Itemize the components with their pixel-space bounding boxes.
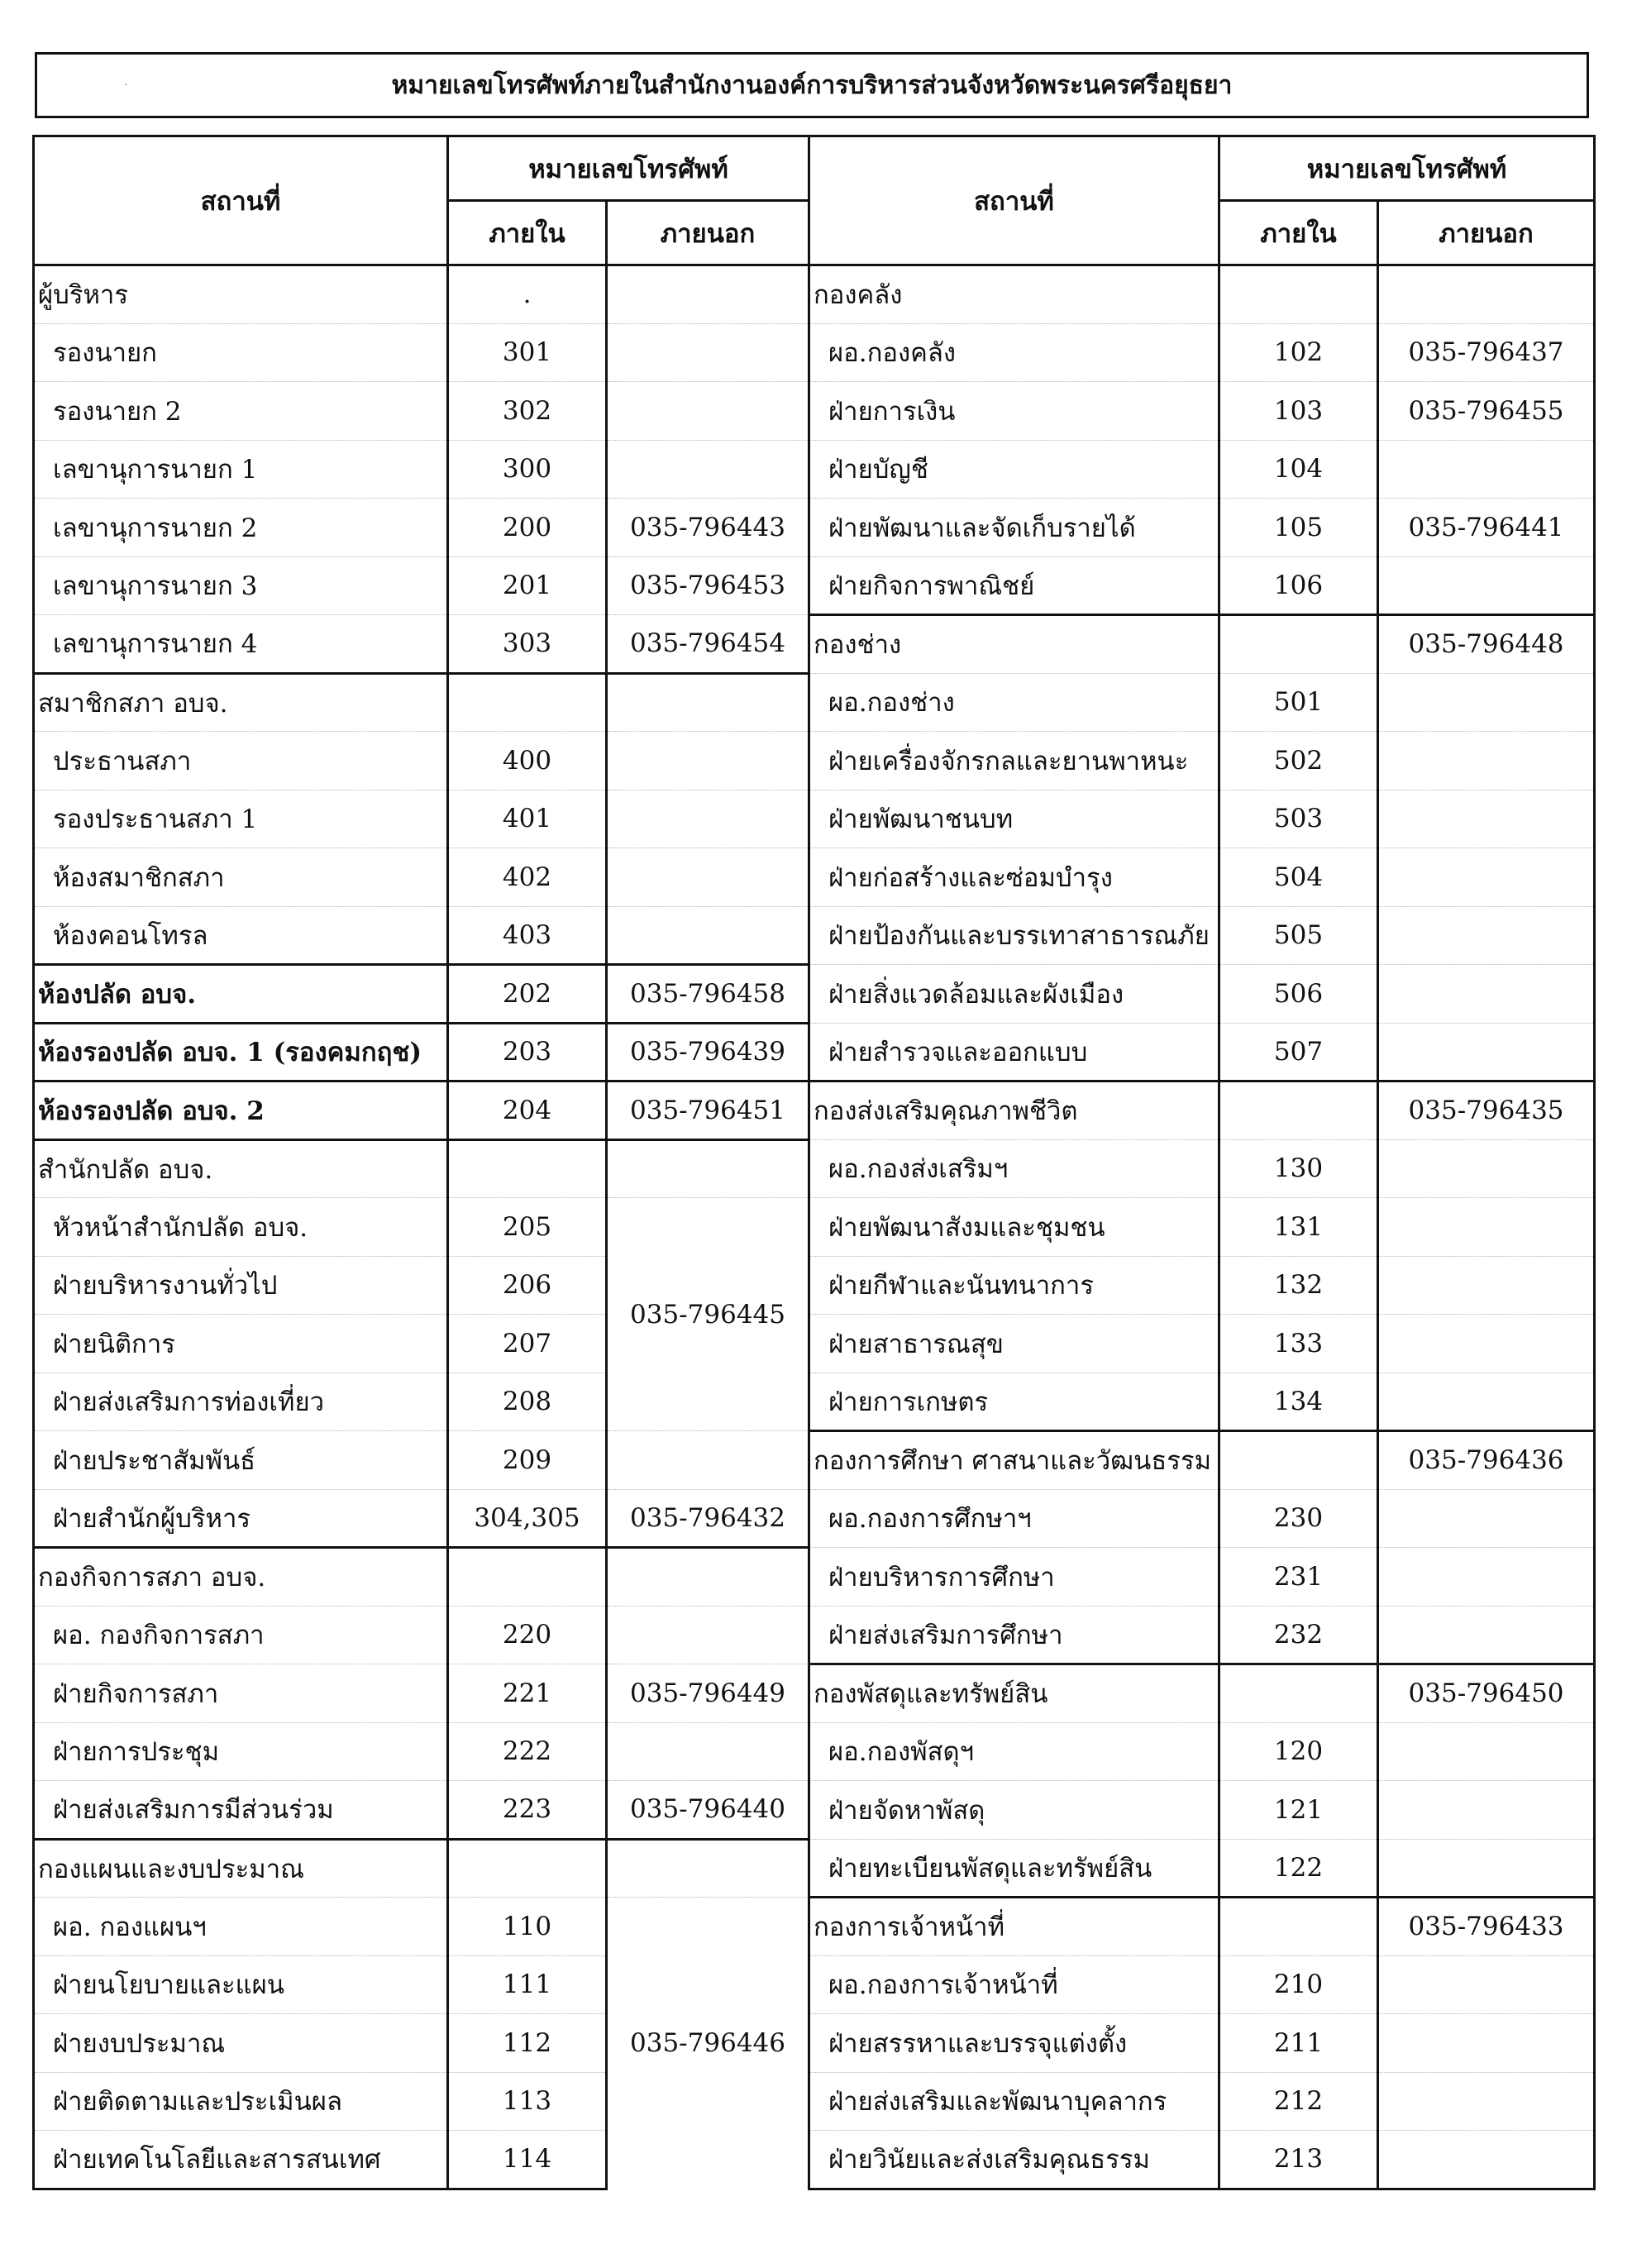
table-row xyxy=(34,1139,1595,1198)
right-internal xyxy=(1219,1664,1378,1723)
table-row xyxy=(34,615,1595,674)
left-internal xyxy=(448,1548,607,1607)
table-row xyxy=(34,1839,1595,1898)
table-row xyxy=(34,906,1595,965)
right-place: ฝ่ายบัญชี xyxy=(809,440,1219,499)
left-place: ห้องสมาชิกสภา xyxy=(34,848,448,907)
left-external: 035-796432 xyxy=(607,1489,809,1548)
left-place: ประธานสภา xyxy=(34,732,448,790)
left-internal: 208 xyxy=(448,1373,607,1431)
right-place: ฝ่ายก่อสร้างและซ่อมบำรุง xyxy=(809,848,1219,907)
left-external xyxy=(607,673,809,732)
right-external: 035-796441 xyxy=(1378,499,1595,557)
right-internal: 212 xyxy=(1219,2072,1378,2131)
table-row xyxy=(34,1722,1595,1781)
right-place: ฝ่ายบริหารการศึกษา xyxy=(809,1548,1219,1607)
header-place-left: สถานที่ xyxy=(34,136,448,265)
left-place: ห้องรองปลัด อบจ. 1 (รองคมกฤช) xyxy=(34,1023,448,1081)
left-place: รองนายก 2 xyxy=(34,382,448,441)
table-row xyxy=(34,440,1595,499)
right-external xyxy=(1378,1489,1595,1548)
right-external xyxy=(1378,965,1595,1024)
right-internal: 501 xyxy=(1219,673,1378,732)
right-place: กองช่าง xyxy=(809,615,1219,674)
right-external: 035-796450 xyxy=(1378,1664,1595,1723)
phone-directory-table xyxy=(32,135,1596,2190)
left-internal: 202 xyxy=(448,965,607,1024)
right-external: 035-796448 xyxy=(1378,615,1595,674)
right-external xyxy=(1378,1023,1595,1081)
right-external xyxy=(1378,1315,1595,1373)
left-external xyxy=(607,323,809,382)
right-internal: 133 xyxy=(1219,1315,1378,1373)
right-place: ฝ่ายจัดหาพัสดุ xyxy=(809,1781,1219,1840)
left-external-merged: 035-796445 xyxy=(607,1198,809,1431)
table-row xyxy=(34,1489,1595,1548)
right-external xyxy=(1378,265,1595,324)
right-place: กองพัสดุและทรัพย์สิน xyxy=(809,1664,1219,1723)
right-external xyxy=(1378,848,1595,907)
right-external xyxy=(1378,1139,1595,1198)
header-place-right: สถานที่ xyxy=(809,136,1219,265)
left-internal: 203 xyxy=(448,1023,607,1081)
table-row xyxy=(34,732,1595,790)
right-internal: 120 xyxy=(1219,1722,1378,1781)
left-place: กองกิจการสภา อบจ. xyxy=(34,1548,448,1607)
left-external xyxy=(607,1722,809,1781)
right-external xyxy=(1378,1781,1595,1840)
right-internal: 211 xyxy=(1219,2014,1378,2073)
right-internal: 230 xyxy=(1219,1489,1378,1548)
right-internal: 104 xyxy=(1219,440,1378,499)
table-row xyxy=(34,2014,1595,2073)
right-external xyxy=(1378,1839,1595,1898)
left-place: สำนักปลัด อบจ. xyxy=(34,1139,448,1198)
right-external xyxy=(1378,440,1595,499)
table-row xyxy=(34,1315,1595,1373)
left-external xyxy=(607,1548,809,1607)
right-place: กองส่งเสริมคุณภาพชีวิต xyxy=(809,1081,1219,1140)
left-place: รองประธานสภา 1 xyxy=(34,790,448,848)
right-internal: 131 xyxy=(1219,1198,1378,1257)
left-internal xyxy=(448,1139,607,1198)
scan-speck: · xyxy=(124,79,128,92)
left-external xyxy=(607,1139,809,1198)
right-external xyxy=(1378,1373,1595,1431)
right-internal: 213 xyxy=(1219,2131,1378,2189)
right-internal: 132 xyxy=(1219,1256,1378,1315)
right-internal: 130 xyxy=(1219,1139,1378,1198)
left-place: ฝ่ายกิจการสภา xyxy=(34,1664,448,1723)
right-internal: 210 xyxy=(1219,1955,1378,2014)
right-external xyxy=(1378,2014,1595,2073)
left-place: ฝ่ายงบประมาณ xyxy=(34,2014,448,2073)
table-row xyxy=(34,1548,1595,1607)
right-internal: 103 xyxy=(1219,382,1378,441)
left-external xyxy=(607,1431,809,1490)
left-place: ผอ. กองกิจการสภา xyxy=(34,1606,448,1664)
left-place: ห้องปลัด อบจ. xyxy=(34,965,448,1024)
left-external xyxy=(607,440,809,499)
left-external xyxy=(607,382,809,441)
left-internal: 400 xyxy=(448,732,607,790)
left-place: ฝ่ายติดตามและประเมินผล xyxy=(34,2072,448,2131)
right-external xyxy=(1378,1198,1595,1257)
left-place: ผู้บริหาร xyxy=(34,265,448,324)
table-row xyxy=(34,1256,1595,1315)
left-external xyxy=(607,265,809,324)
right-internal xyxy=(1219,1898,1378,1956)
left-external: 035-796449 xyxy=(607,1664,809,1723)
left-internal: . xyxy=(448,265,607,324)
header-internal-left: ภายใน xyxy=(448,201,607,265)
table-row xyxy=(34,265,1595,324)
right-place: ผอ.กองช่าง xyxy=(809,673,1219,732)
right-place: ฝ่ายส่งเสริมและพัฒนาบุคลากร xyxy=(809,2072,1219,2131)
right-internal: 102 xyxy=(1219,323,1378,382)
left-internal: 200 xyxy=(448,499,607,557)
right-external xyxy=(1378,790,1595,848)
left-internal: 302 xyxy=(448,382,607,441)
right-internal: 507 xyxy=(1219,1023,1378,1081)
right-internal: 106 xyxy=(1219,556,1378,615)
left-place: หัวหน้าสำนักปลัด อบจ. xyxy=(34,1198,448,1257)
right-place: ฝ่ายพัฒนาชนบท xyxy=(809,790,1219,848)
right-internal: 504 xyxy=(1219,848,1378,907)
right-internal: 503 xyxy=(1219,790,1378,848)
left-internal: 402 xyxy=(448,848,607,907)
left-external: 035-796443 xyxy=(607,499,809,557)
left-internal: 114 xyxy=(448,2131,607,2189)
left-internal xyxy=(448,1839,607,1898)
left-internal: 401 xyxy=(448,790,607,848)
left-place: ฝ่ายส่งเสริมการท่องเที่ยว xyxy=(34,1373,448,1431)
right-internal: 232 xyxy=(1219,1606,1378,1664)
right-external xyxy=(1378,1722,1595,1781)
table-row xyxy=(34,1431,1595,1490)
left-place: ฝ่ายส่งเสริมการมีส่วนร่วม xyxy=(34,1781,448,1840)
left-internal: 112 xyxy=(448,2014,607,2073)
left-internal: 222 xyxy=(448,1722,607,1781)
left-place: ห้องรองปลัด อบจ. 2 xyxy=(34,1081,448,1140)
left-external xyxy=(607,906,809,965)
right-place: ฝ่ายสรรหาและบรรจุแต่งตั้ง xyxy=(809,2014,1219,2073)
header-internal-right: ภายใน xyxy=(1219,201,1378,265)
right-external: 035-796437 xyxy=(1378,323,1595,382)
table-row xyxy=(34,673,1595,732)
table-row xyxy=(34,1081,1595,1140)
table-row xyxy=(34,499,1595,557)
right-external xyxy=(1378,1256,1595,1315)
left-place: ฝ่ายนโยบายและแผน xyxy=(34,1955,448,2014)
right-external xyxy=(1378,1548,1595,1607)
right-place: ผอ.กองส่งเสริมฯ xyxy=(809,1139,1219,1198)
left-internal: 110 xyxy=(448,1898,607,1956)
left-internal: 303 xyxy=(448,615,607,674)
left-place: เลขานุการนายก 1 xyxy=(34,440,448,499)
left-internal: 220 xyxy=(448,1606,607,1664)
table-row xyxy=(34,1023,1595,1081)
left-external xyxy=(607,790,809,848)
right-place: ฝ่ายป้องกันและบรรเทาสาธารณภัย xyxy=(809,906,1219,965)
left-internal: 205 xyxy=(448,1198,607,1257)
right-internal: 105 xyxy=(1219,499,1378,557)
right-place: กองการศึกษา ศาสนาและวัฒนธรรม xyxy=(809,1431,1219,1490)
left-internal xyxy=(448,673,607,732)
header-phone-left: หมายเลขโทรศัพท์ xyxy=(448,136,809,201)
right-place: ฝ่ายกีฬาและนันทนาการ xyxy=(809,1256,1219,1315)
left-place: ผอ. กองแผนฯ xyxy=(34,1898,448,1956)
right-place: ฝ่ายกิจการพาณิชย์ xyxy=(809,556,1219,615)
right-place: ฝ่ายพัฒนาและจัดเก็บรายได้ xyxy=(809,499,1219,557)
left-place: ฝ่ายประชาสัมพันธ์ xyxy=(34,1431,448,1490)
table-row xyxy=(34,1781,1595,1840)
table-row xyxy=(34,2131,1595,2189)
left-external-merged: 035-796446 xyxy=(607,1898,809,2189)
right-place: กองการเจ้าหน้าที่ xyxy=(809,1898,1219,1956)
left-external: 035-796451 xyxy=(607,1081,809,1140)
right-external: 035-796435 xyxy=(1378,1081,1595,1140)
table-row xyxy=(34,790,1595,848)
right-external xyxy=(1378,673,1595,732)
left-external: 035-796454 xyxy=(607,615,809,674)
right-external xyxy=(1378,556,1595,615)
right-place: ฝ่ายสาธารณสุข xyxy=(809,1315,1219,1373)
right-internal: 121 xyxy=(1219,1781,1378,1840)
right-place: ฝ่ายสิ่งแวดล้อมและผังเมือง xyxy=(809,965,1219,1024)
left-place: เลขานุการนายก 4 xyxy=(34,615,448,674)
left-internal: 111 xyxy=(448,1955,607,2014)
left-external xyxy=(607,1606,809,1664)
right-place: กองคลัง xyxy=(809,265,1219,324)
header-external-left: ภายนอก xyxy=(607,201,809,265)
header-phone-right: หมายเลขโทรศัพท์ xyxy=(1219,136,1595,201)
left-internal: 221 xyxy=(448,1664,607,1723)
right-place: ผอ.กองพัสดุฯ xyxy=(809,1722,1219,1781)
left-external: 035-796453 xyxy=(607,556,809,615)
right-place: ฝ่ายเครื่องจักรกลและยานพาหนะ xyxy=(809,732,1219,790)
table-row xyxy=(34,848,1595,907)
left-place: เลขานุการนายก 2 xyxy=(34,499,448,557)
right-external xyxy=(1378,2072,1595,2131)
left-place: ฝ่ายสำนักผู้บริหาร xyxy=(34,1489,448,1548)
right-place: ฝ่ายการเกษตร xyxy=(809,1373,1219,1431)
left-place: สมาชิกสภา อบจ. xyxy=(34,673,448,732)
right-internal: 506 xyxy=(1219,965,1378,1024)
left-place: รองนายก xyxy=(34,323,448,382)
left-internal: 223 xyxy=(448,1781,607,1840)
left-place: กองแผนและงบประมาณ xyxy=(34,1839,448,1898)
right-internal: 231 xyxy=(1219,1548,1378,1607)
header-external-right: ภายนอก xyxy=(1378,201,1595,265)
left-external xyxy=(607,732,809,790)
table-row xyxy=(34,1198,1595,1257)
table-row xyxy=(34,1664,1595,1723)
right-external xyxy=(1378,2131,1595,2189)
table-row xyxy=(34,382,1595,441)
table-row xyxy=(34,965,1595,1024)
left-external: 035-796458 xyxy=(607,965,809,1024)
left-external xyxy=(607,848,809,907)
right-internal: 122 xyxy=(1219,1839,1378,1898)
right-external: 035-796455 xyxy=(1378,382,1595,441)
right-internal: 502 xyxy=(1219,732,1378,790)
right-place: ฝ่ายส่งเสริมการศึกษา xyxy=(809,1606,1219,1664)
table-row xyxy=(34,1955,1595,2014)
left-internal: 113 xyxy=(448,2072,607,2131)
right-external xyxy=(1378,1606,1595,1664)
left-internal: 207 xyxy=(448,1315,607,1373)
left-place: ฝ่ายเทคโนโลยีและสารสนเทศ xyxy=(34,2131,448,2189)
right-internal xyxy=(1219,1081,1378,1140)
right-place: ผอ.กองคลัง xyxy=(809,323,1219,382)
right-internal xyxy=(1219,265,1378,324)
right-external xyxy=(1378,906,1595,965)
left-external xyxy=(607,1839,809,1898)
table-row xyxy=(34,556,1595,615)
left-internal: 204 xyxy=(448,1081,607,1140)
left-place: ฝ่ายนิติการ xyxy=(34,1315,448,1373)
document-title: หมายเลขโทรศัพท์ภายในสำนักงานองค์การบริหารส่วนจังหวัดพระนครศรีอยุธยา xyxy=(35,52,1589,118)
left-place: เลขานุการนายก 3 xyxy=(34,556,448,615)
right-external xyxy=(1378,1955,1595,2014)
table-row xyxy=(34,323,1595,382)
right-place: ผอ.กองการเจ้าหน้าที่ xyxy=(809,1955,1219,2014)
right-internal xyxy=(1219,615,1378,674)
right-external: 035-796436 xyxy=(1378,1431,1595,1490)
table-row xyxy=(34,1373,1595,1431)
left-internal: 206 xyxy=(448,1256,607,1315)
right-internal: 505 xyxy=(1219,906,1378,965)
right-place: ฝ่ายการเงิน xyxy=(809,382,1219,441)
left-internal: 201 xyxy=(448,556,607,615)
right-place: ผอ.กองการศึกษาฯ xyxy=(809,1489,1219,1548)
right-place: ฝ่ายวินัยและส่งเสริมคุณธรรม xyxy=(809,2131,1219,2189)
right-place: ฝ่ายพัฒนาสังมและชุมชน xyxy=(809,1198,1219,1257)
left-external: 035-796439 xyxy=(607,1023,809,1081)
left-place: ห้องคอนโทรล xyxy=(34,906,448,965)
table-row xyxy=(34,1606,1595,1664)
right-internal xyxy=(1219,1431,1378,1490)
left-place: ฝ่ายบริหารงานทั่วไป xyxy=(34,1256,448,1315)
left-internal: 403 xyxy=(448,906,607,965)
left-internal: 209 xyxy=(448,1431,607,1490)
right-external: 035-796433 xyxy=(1378,1898,1595,1956)
right-place: ฝ่ายทะเบียนพัสดุและทรัพย์สิน xyxy=(809,1839,1219,1898)
left-external: 035-796440 xyxy=(607,1781,809,1840)
right-internal: 134 xyxy=(1219,1373,1378,1431)
right-place: ฝ่ายสำรวจและออกแบบ xyxy=(809,1023,1219,1081)
left-internal: 301 xyxy=(448,323,607,382)
left-internal: 304,305 xyxy=(448,1489,607,1548)
table-row xyxy=(34,1898,1595,1956)
table-row xyxy=(34,2072,1595,2131)
left-place: ฝ่ายการประชุม xyxy=(34,1722,448,1781)
left-internal: 300 xyxy=(448,440,607,499)
right-external xyxy=(1378,732,1595,790)
